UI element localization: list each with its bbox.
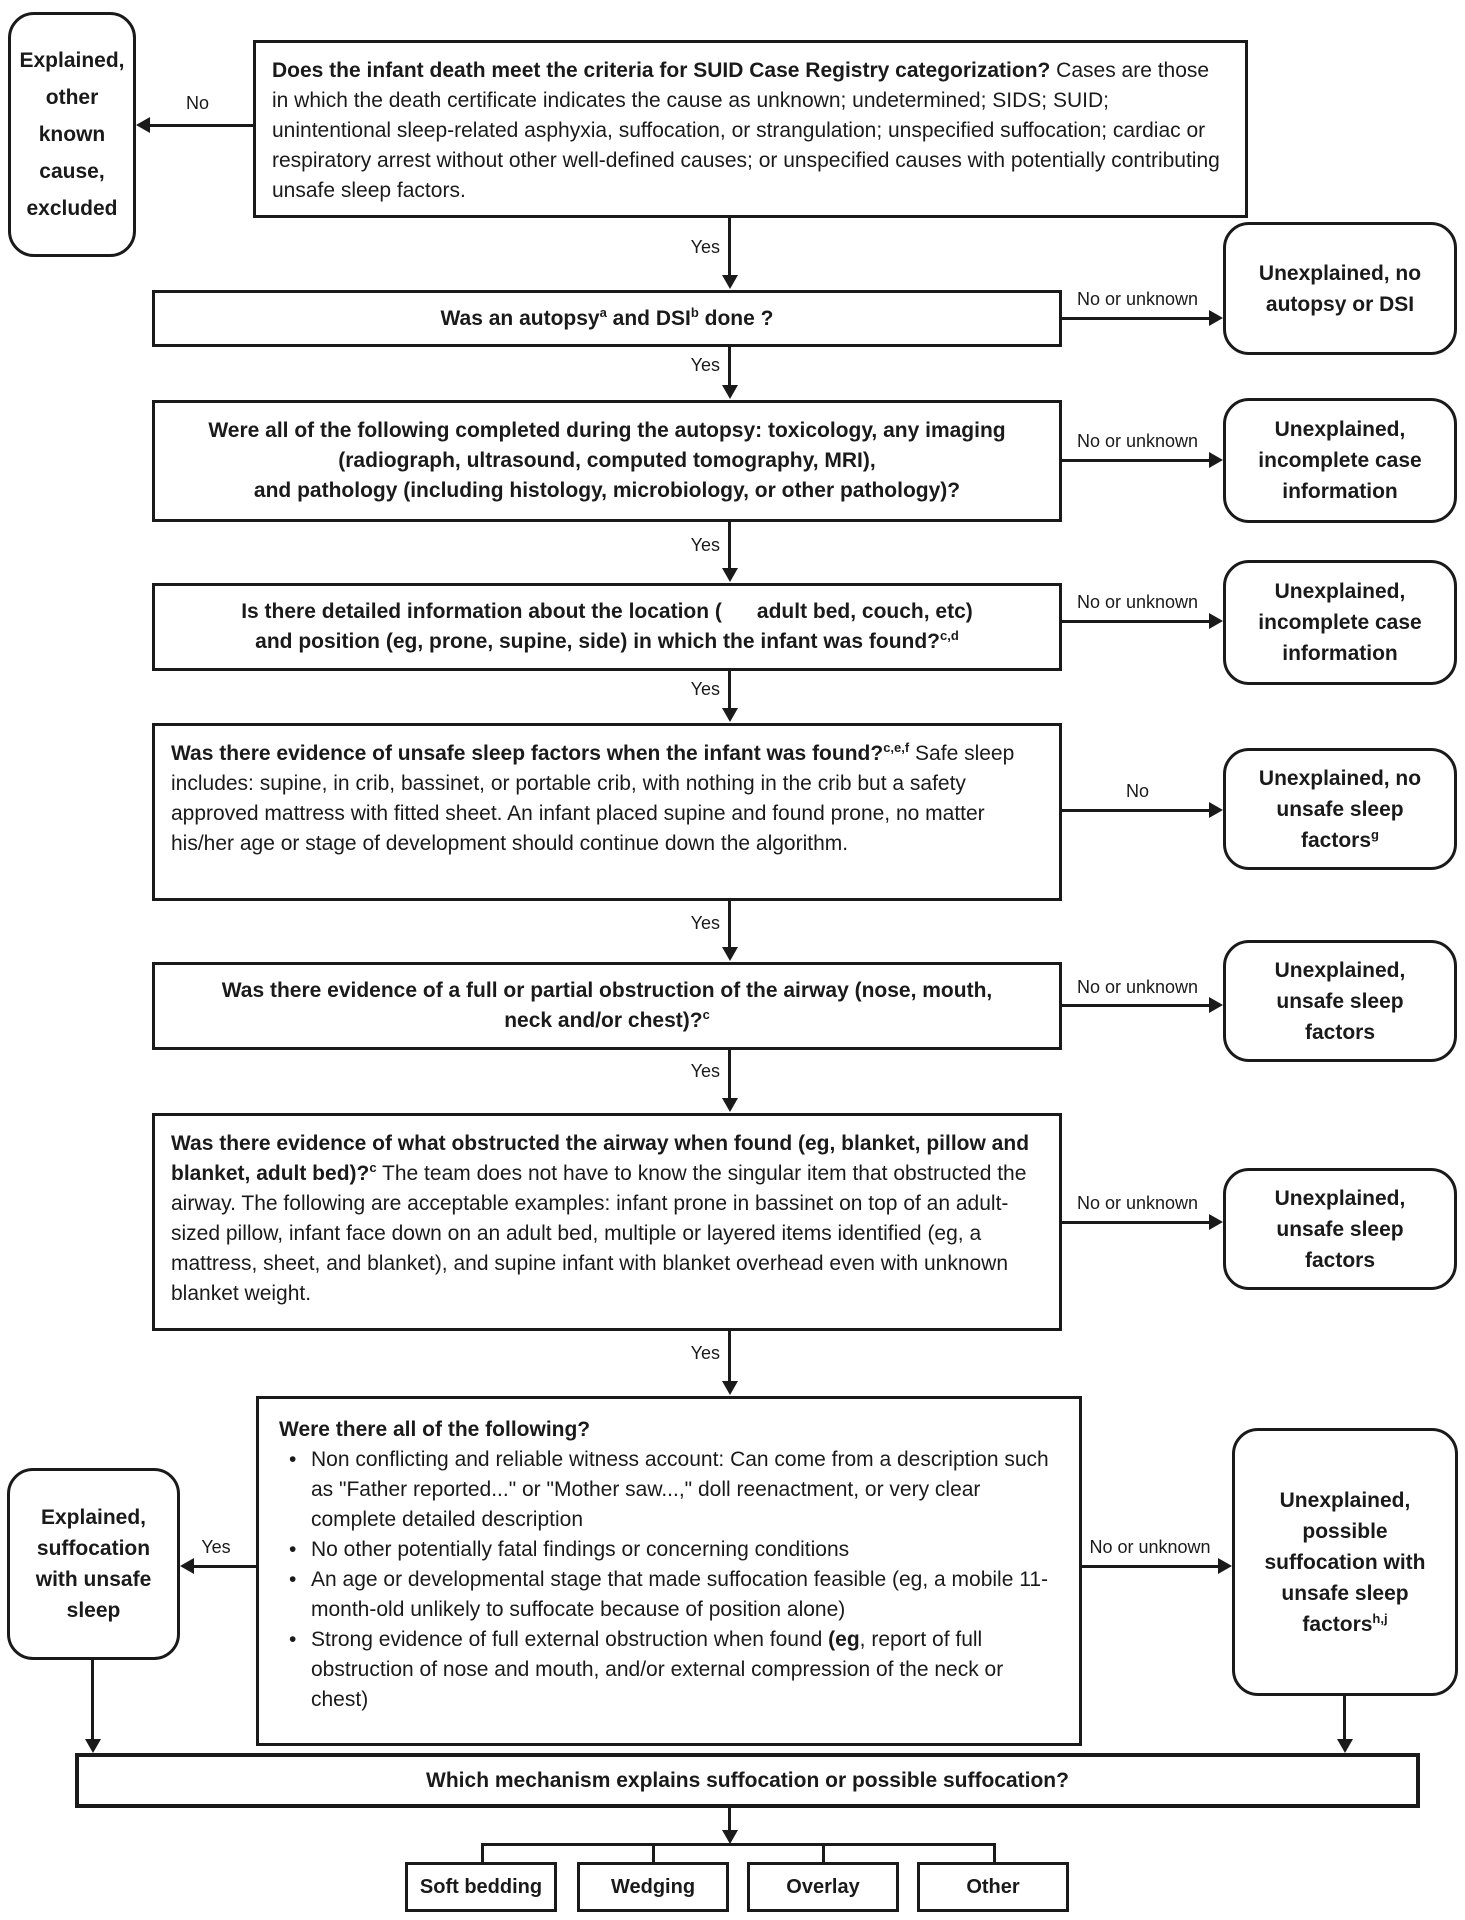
edge-label-yes: Yes [690,535,720,555]
edge-line [728,522,731,568]
edge-arrowhead [722,1830,738,1844]
q8-bullet4-rest: , report of full obstruction of nose and mouth, and/or external compression of the neck or chest) [311,1628,1004,1711]
node-mechanism-overlay [747,1862,899,1912]
edge-line [481,1843,484,1862]
edge-line [993,1843,996,1862]
node-q7-what-obstructed-airway [152,1113,1062,1331]
q2-part3: done ? [698,306,774,330]
node-mechanism-soft-bedding [405,1862,557,1912]
node-outcome-no-autopsy-dsi [1223,222,1457,355]
edge-label-yes: Yes [690,237,720,257]
edge-line [728,1050,731,1098]
q6-line2-text: neck and/or chest)? [504,1009,703,1032]
edge-line [728,218,731,275]
edge-arrowhead [722,1381,738,1395]
node-q6-airway-obstruction [152,962,1062,1050]
edge-arrowhead [1209,997,1223,1013]
q4-sup-cd: c,d [940,628,959,643]
edge-label-no-or-unknown: No or unknown [1076,1193,1199,1213]
node-label [1249,1485,1441,1640]
q2-part2: and DSI [606,306,691,330]
edge-arrowhead [1209,1214,1223,1230]
edge-label-yes: Yes [690,1061,720,1081]
q8-bullet-strong-evidence [279,1625,1059,1715]
edge-label-no-or-unknown: No or unknown [1089,1537,1211,1557]
edge-arrowhead [136,117,150,133]
edge-arrowhead [722,1098,738,1112]
edge-arrowhead [1209,310,1223,326]
edge-label-no: No [1125,781,1149,801]
node-q1-suid-criteria [253,40,1248,218]
edge-arrowhead [722,708,738,722]
q2-sup-a: a [599,304,607,320]
node-q4-location-position [152,583,1062,671]
edge-line [1062,1221,1211,1224]
node-outcome-explained-suffocation [7,1468,180,1660]
q7-rest-text: The team does not have to know the singular item that obstructed the airway. The following are acceptable examples: infant prone in bassinet on top of an adult-sized pillow, infant face down on an adult bed, multiple or layered items identified (eg, a mattress, sheet, and blanket), and supine infant with blanket overhead even with unknown blanket weight. [171,1162,1027,1305]
q2-part1: Was an autopsy [440,306,600,330]
q8-bullet-no-fatal-findings: • No other potentially fatal findings or concerning conditions [279,1535,1059,1565]
node-label: Unexplained, no autopsy or DSI [1258,261,1422,316]
node-outcome-unsafe-factors-2 [1223,1168,1457,1290]
q7-sup-c: c [369,1160,377,1175]
node-label: Unexplained, unsafe sleep factors [1274,1186,1406,1272]
q8-bullet4-pre: Strong evidence of full external obstruction when found [311,1628,829,1651]
edge-label-no: No [185,93,209,113]
q3-line2: (radiograph, ultrasound, computed tomography, MRI), [338,449,876,472]
node-label: Unexplained, unsafe sleep factors [1274,958,1406,1044]
q1-rest-text: Cases are those in which the death certificate indicates the cause as unknown; undetermined; SIDS; SUID; unintentional sleep-related asphyxia, suffocation, or strangulation; unspecified suffocation; cardiac or respiratory arrest without other well-defined causes; or unspecified causes with potentially contributing unsafe sleep factors. [272,59,1220,202]
q8-heading: Were there all of the following? [279,1418,591,1441]
node-label: Unexplained, incomplete case information [1258,418,1422,503]
q6-line2 [155,1006,1059,1036]
edge-line [149,124,253,127]
edge-label-no-or-unknown: No or unknown [1076,977,1199,997]
edge-arrowhead [722,385,738,399]
outcome-sup-hj: h,j [1372,1610,1388,1626]
edge-line [728,1808,731,1830]
node-q2-autopsy-dsi [152,290,1062,347]
node-label [1240,763,1440,856]
outcome-text: Unexplained, no unsafe sleep factors [1258,766,1422,852]
edge-line [1062,809,1211,812]
edge-arrowhead [85,1739,101,1753]
edge-line [1082,1565,1219,1568]
node-q5-unsafe-sleep-factors [152,723,1062,901]
q1-bold-text: Does the infant death meet the criteria for SUID Case Registry categorization? [272,59,1051,82]
edge-arrowhead [1218,1558,1232,1574]
node-outcome-unsafe-factors-1 [1223,940,1457,1062]
q4-line1: Is there detailed information about the location ( adult bed, couch, etc) [241,600,973,623]
node-label: Explained, other known cause, excluded [19,49,125,220]
node-outcome-incomplete-info-2 [1223,560,1457,685]
q8-bullet-age-stage: • An age or developmental stage that made suffocation feasible (eg, a mobile 11-month-old unlikely to suffocate because of position alone) [279,1565,1059,1625]
edge-label-no-or-unknown: No or unknown [1076,289,1199,309]
node-q3-autopsy-completeness [152,400,1062,522]
edge-arrowhead [722,947,738,961]
edge-arrowhead [180,1558,194,1574]
edge-bracket [481,1843,996,1846]
node-outcome-possible-suffocation [1232,1428,1458,1696]
edge-arrowhead [1337,1739,1353,1753]
node-outcome-no-unsafe-factors [1223,748,1457,870]
node-outcome-explained-other-cause [8,12,136,257]
edge-label-yes: Yes [201,1537,231,1557]
edge-arrowhead [722,275,738,289]
edge-line [91,1660,94,1739]
node-q9-which-mechanism [75,1753,1420,1808]
q3-line1: Were all of the following completed during the autopsy: toxicology, any imaging [208,419,1006,442]
edge-label-yes: Yes [690,679,720,699]
edge-label-no-or-unknown: No or unknown [1076,431,1199,451]
edge-label-yes: Yes [690,1343,720,1363]
edge-line [193,1565,256,1568]
q6-sup-c: c [702,1007,710,1022]
q8-bullet-witness-account: • Non conflicting and reliable witness account: Can come from a description such as "Father reported..." or "Mother saw...," doll reenactment, or very clear complete detailed description [279,1445,1059,1535]
node-mechanism-other [917,1862,1069,1912]
edge-line [822,1843,825,1862]
edge-line [1062,620,1211,623]
q7-question: Was there evidence of what obstructed the airway when found (eg, blanket, pillow and blanket, adult bed)? [171,1132,1030,1185]
node-label: Unexplained, incomplete case information [1258,580,1422,665]
q5-bold-text [171,742,909,765]
edge-arrowhead [1209,452,1223,468]
q2-sup-b: b [690,304,699,320]
node-label: Other [966,1876,1020,1898]
edge-label-yes: Yes [690,355,720,375]
edge-arrowhead [1209,802,1223,818]
q3-line3: and pathology (including histology, microbiology, or other pathology)? [253,479,961,502]
q8-bullet4-bold: (eg [828,1628,860,1651]
node-label: Soft bedding [419,1876,543,1898]
edge-line [652,1843,655,1862]
q9-text: Which mechanism explains suffocation or possible suffocation? [426,1768,1069,1792]
edge-line [728,347,731,385]
q5-rest-text: Safe sleep includes: supine, in crib, bassinet, or portable crib, with nothing in the crib but a safety approved mattress with fitted sheet. An infant placed supine and found prone, no matter his/her age or stage of development should continue down the algorithm. [171,742,1015,855]
edge-line [1062,317,1211,320]
q5-question: Was there evidence of unsafe sleep factors when the infant was found? [171,742,884,765]
outcome-sup-g: g [1371,826,1379,842]
edge-line [728,671,731,708]
edge-line [1062,459,1211,462]
edge-arrowhead [1209,613,1223,629]
node-mechanism-wedging [577,1862,729,1912]
edge-line [1062,1004,1211,1007]
edge-arrowhead [722,568,738,582]
node-label: Explained, suffocation with unsafe sleep [35,1506,152,1622]
node-q8-all-of-the-following [256,1396,1082,1746]
edge-line [728,901,731,947]
q5-sup-cef: c,e,f [883,740,910,755]
outcome-text: Unexplained, possible suffocation with unsafe sleep factors [1264,1488,1426,1636]
node-outcome-incomplete-info-1 [1223,398,1457,523]
node-label: Overlay [786,1876,860,1898]
edge-line [728,1331,731,1381]
edge-label-yes: Yes [690,913,720,933]
edge-label-no-or-unknown: No or unknown [1076,592,1199,612]
q2-text [155,304,1059,334]
edge-line [1343,1696,1346,1739]
node-label: Wedging [610,1876,696,1898]
q6-line1: Was there evidence of a full or partial obstruction of the airway (nose, mouth, [221,979,993,1002]
q4-line2 [155,627,1059,657]
q4-line2-text: and position (eg, prone, supine, side) in which the infant was found? [255,630,941,653]
